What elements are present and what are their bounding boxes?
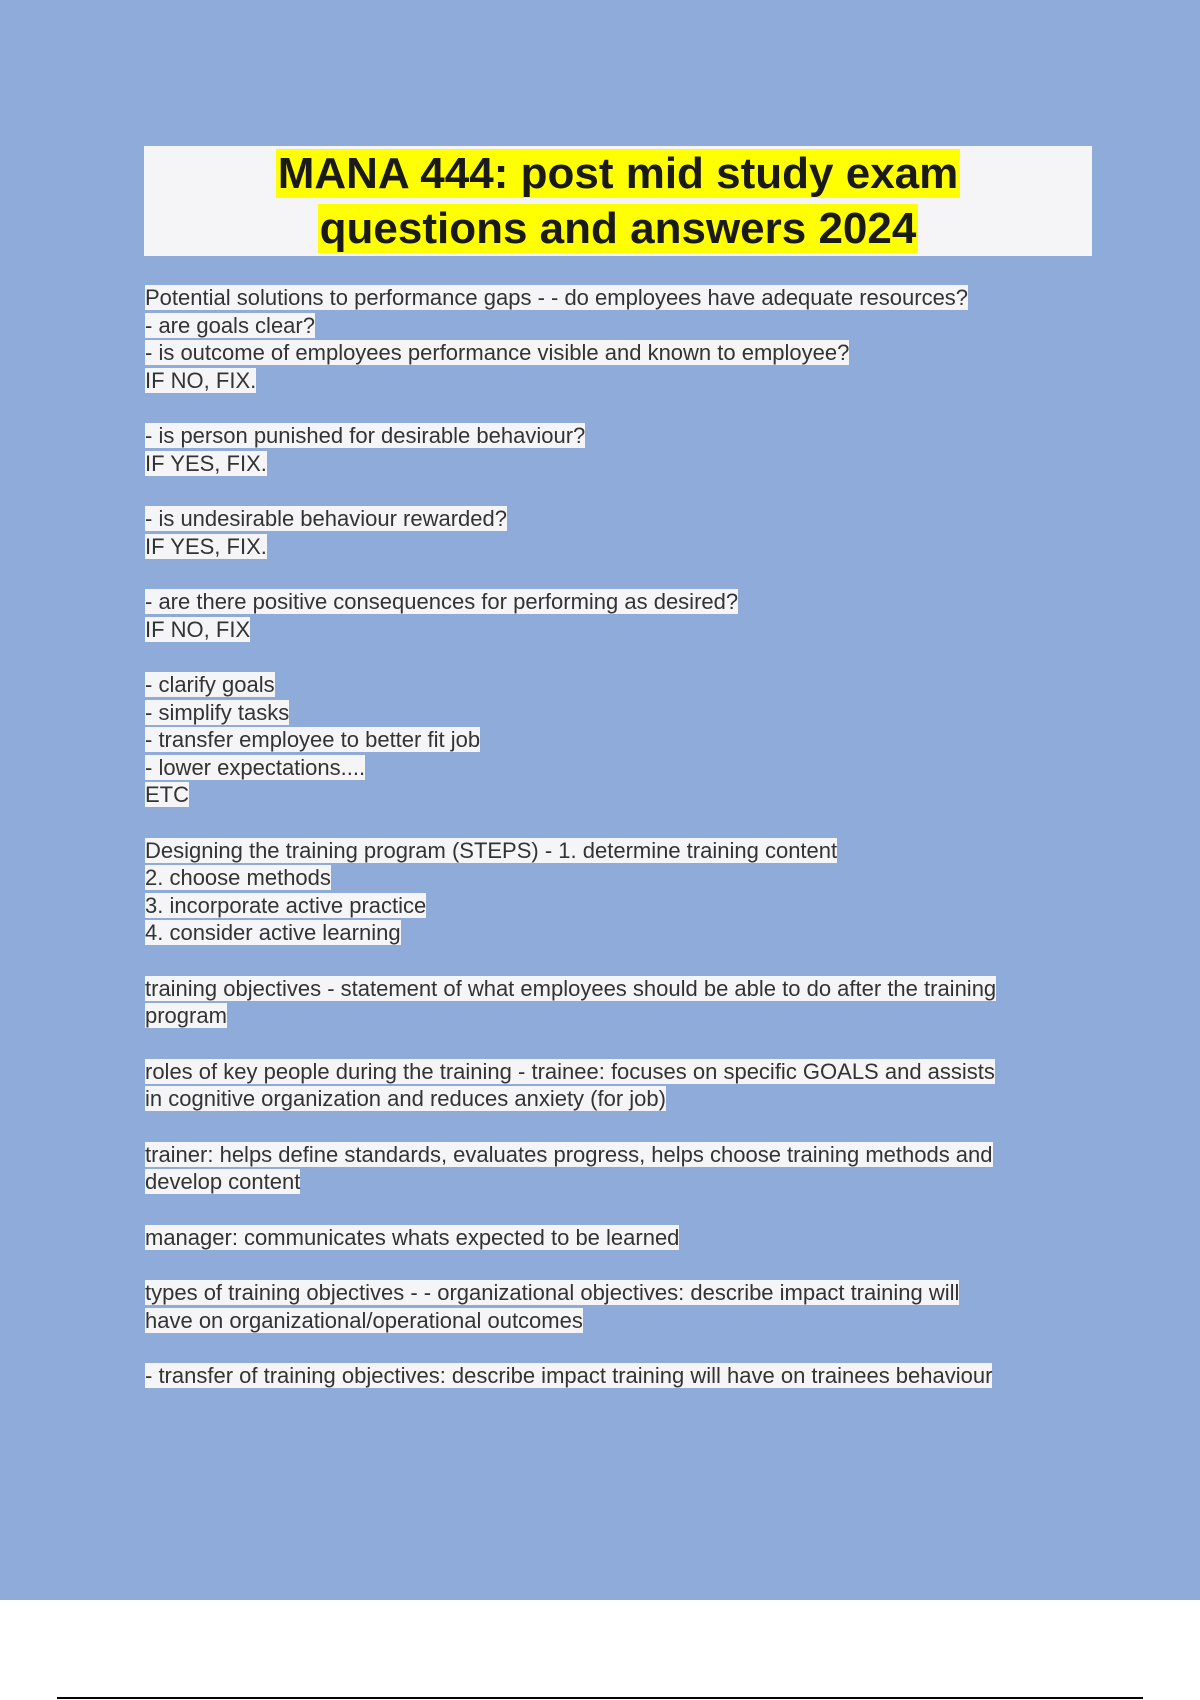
text-line bbox=[145, 312, 1090, 340]
paragraph-block bbox=[145, 1224, 1090, 1252]
paragraph-block bbox=[145, 284, 1090, 394]
footer-divider bbox=[57, 1697, 1143, 1699]
paragraph-block bbox=[145, 588, 1090, 643]
highlighted-text: - clarify goals bbox=[145, 672, 275, 697]
text-line bbox=[145, 1168, 1090, 1196]
highlighted-text: - simplify tasks bbox=[145, 699, 290, 725]
text-line bbox=[145, 1279, 1090, 1307]
highlighted-text: develop content bbox=[145, 1169, 301, 1194]
text-line bbox=[145, 1058, 1090, 1086]
text-line bbox=[145, 919, 1090, 947]
title-box bbox=[144, 146, 1092, 256]
highlighted-text: manager: communicates whats expected to be learned bbox=[145, 1224, 680, 1250]
text-line bbox=[145, 1141, 1090, 1169]
paragraph-block bbox=[145, 837, 1090, 947]
page-title-line-1 bbox=[144, 146, 1092, 201]
paragraph-block bbox=[145, 975, 1090, 1030]
text-line bbox=[145, 754, 1090, 782]
highlighted-text: - is undesirable behaviour rewarded? bbox=[145, 506, 507, 531]
page-title-text-2: questions and answers 2024 bbox=[319, 204, 917, 253]
text-line bbox=[145, 505, 1090, 533]
highlighted-text: have on organizational/operational outcomes bbox=[145, 1307, 583, 1333]
text-line bbox=[145, 1362, 1090, 1390]
paragraph-block bbox=[145, 671, 1090, 809]
page-title-text-1: MANA 444: post mid study exam bbox=[277, 149, 959, 198]
paragraph-block bbox=[145, 1058, 1090, 1113]
text-line bbox=[145, 339, 1090, 367]
paragraph-block bbox=[145, 422, 1090, 477]
text-line bbox=[145, 837, 1090, 865]
text-line bbox=[145, 864, 1090, 892]
highlighted-text: IF YES, FIX. bbox=[145, 450, 267, 476]
highlighted-text: - is outcome of employees performance visible and known to employee? bbox=[145, 340, 850, 365]
highlighted-text: 4. consider active learning bbox=[145, 920, 401, 945]
text-line bbox=[145, 726, 1090, 754]
text-line bbox=[145, 284, 1090, 312]
highlighted-text: ETC bbox=[145, 782, 189, 807]
paragraph-block bbox=[145, 1141, 1090, 1196]
highlighted-text: 3. incorporate active practice bbox=[145, 892, 427, 918]
text-line bbox=[145, 367, 1090, 395]
highlighted-text: IF NO, FIX. bbox=[145, 367, 257, 393]
highlighted-text: 2. choose methods bbox=[145, 865, 331, 890]
highlighted-text: program bbox=[145, 1003, 227, 1028]
page-title-line-2 bbox=[144, 201, 1092, 256]
text-line bbox=[145, 892, 1090, 920]
highlighted-text: IF NO, FIX bbox=[145, 616, 251, 642]
highlighted-text: - transfer of training objectives: describe impact training will have on trainees behaviour bbox=[145, 1363, 993, 1388]
highlighted-text: - are goals clear? bbox=[145, 312, 315, 338]
highlighted-text: - transfer employee to better fit job bbox=[145, 727, 481, 752]
highlighted-text: - are there positive consequences for performing as desired? bbox=[145, 589, 739, 614]
highlighted-text: in cognitive organization and reduces anxiety (for job) bbox=[145, 1086, 666, 1111]
text-line bbox=[145, 1002, 1090, 1030]
paragraph-block bbox=[145, 1279, 1090, 1334]
text-line bbox=[145, 1224, 1090, 1252]
paragraph-block bbox=[145, 1362, 1090, 1390]
document-body bbox=[145, 284, 1090, 1418]
highlighted-text: Potential solutions to performance gaps - - do employees have adequate resources? bbox=[145, 285, 969, 310]
text-line bbox=[145, 422, 1090, 450]
text-line bbox=[145, 699, 1090, 727]
text-line bbox=[145, 781, 1090, 809]
text-line bbox=[145, 533, 1090, 561]
highlighted-text: trainer: helps define standards, evaluates progress, helps choose training methods and bbox=[145, 1141, 993, 1167]
text-line bbox=[145, 975, 1090, 1003]
highlighted-text: training objectives - statement of what employees should be able to do after the training bbox=[145, 975, 997, 1001]
highlighted-text: - lower expectations.... bbox=[145, 754, 366, 780]
text-line bbox=[145, 616, 1090, 644]
text-line bbox=[145, 450, 1090, 478]
text-line bbox=[145, 671, 1090, 699]
paragraph-block bbox=[145, 505, 1090, 560]
text-line bbox=[145, 1307, 1090, 1335]
highlighted-text: Designing the training program (STEPS) - 1. determine training content bbox=[145, 837, 838, 863]
highlighted-text: roles of key people during the training - trainee: focuses on specific GOALS and assists bbox=[145, 1058, 995, 1084]
highlighted-text: IF YES, FIX. bbox=[145, 533, 267, 559]
text-line bbox=[145, 1085, 1090, 1113]
highlighted-text: types of training objectives - - organizational objectives: describe impact training will bbox=[145, 1280, 960, 1305]
highlighted-text: - is person punished for desirable behaviour? bbox=[145, 423, 586, 448]
text-line bbox=[145, 588, 1090, 616]
